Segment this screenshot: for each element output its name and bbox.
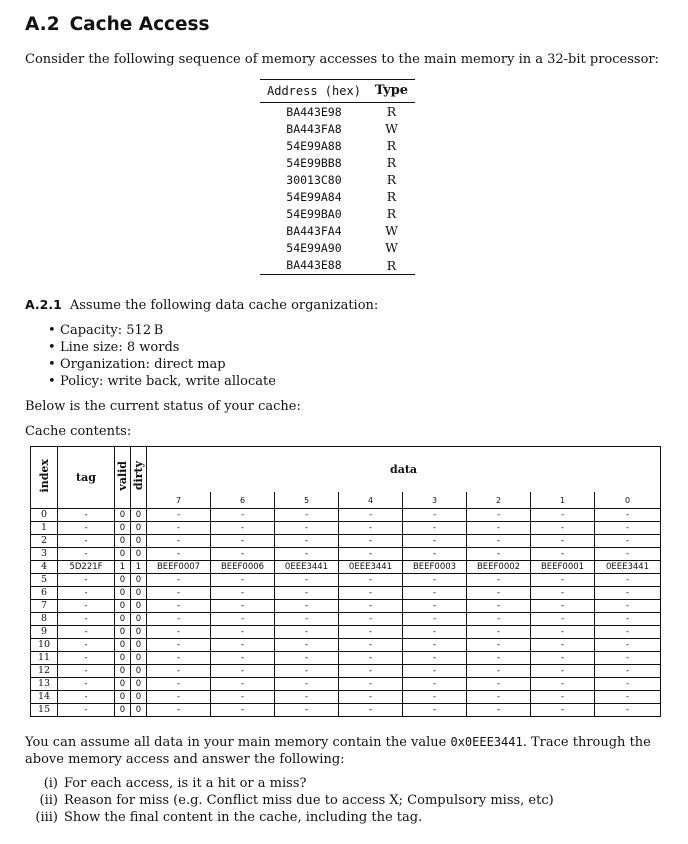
- cache-data-word: -: [211, 587, 275, 600]
- cache-data-word: -: [275, 509, 339, 522]
- cache-valid: 0: [115, 691, 131, 704]
- cache-row: [31, 704, 661, 717]
- cache-row: [31, 691, 661, 704]
- cache-dirty: 1: [131, 561, 147, 574]
- cache-data-word: BEEF0007: [147, 561, 211, 574]
- cache-data-word: -: [467, 613, 531, 626]
- access-row: [260, 103, 415, 121]
- cache-data-word: -: [403, 522, 467, 535]
- access-type: R: [386, 138, 397, 153]
- cache-tag-header: tag: [58, 447, 115, 509]
- cache-data-word: -: [147, 522, 211, 535]
- instructions-pre: You can assume all data in your main memory contain the value: [25, 735, 451, 750]
- question-label: (iii): [35, 810, 58, 825]
- cache-data-word: -: [147, 678, 211, 691]
- cache-data-word: -: [531, 548, 595, 561]
- cache-data-word: -: [275, 613, 339, 626]
- cache-data-word: -: [467, 548, 531, 561]
- cache-data-word: -: [403, 613, 467, 626]
- cache-data-word: -: [531, 678, 595, 691]
- cache-valid: 0: [115, 522, 131, 535]
- cache-tag: -: [58, 704, 115, 717]
- cache-data-word: -: [595, 652, 661, 665]
- cache-dirty: 0: [131, 626, 147, 639]
- cache-data-word: BEEF0006: [211, 561, 275, 574]
- section-title: [25, 14, 210, 35]
- cache-data-word: -: [403, 665, 467, 678]
- cache-data-word: -: [531, 522, 595, 535]
- cache-tag: -: [58, 600, 115, 613]
- access-type: W: [385, 240, 398, 255]
- cache-data-word: -: [403, 535, 467, 548]
- cache-data-word: -: [339, 522, 403, 535]
- cache-valid: 0: [115, 600, 131, 613]
- cache-data-word: -: [531, 600, 595, 613]
- access-row: [260, 239, 415, 256]
- cache-tag: -: [58, 665, 115, 678]
- cache-data-word: -: [147, 535, 211, 548]
- cache-data-word: -: [211, 626, 275, 639]
- access-table-address-header: Address (hex): [260, 80, 368, 103]
- question-label: (i): [43, 776, 58, 791]
- cache-dirty: 0: [131, 548, 147, 561]
- cache-data-word: -: [531, 704, 595, 717]
- cache-data-word: -: [275, 574, 339, 587]
- cache-tag: -: [58, 587, 115, 600]
- param-policy: • Policy: write back, write allocate: [48, 373, 276, 390]
- cache-row: [31, 639, 661, 652]
- cache-data-word: -: [531, 509, 595, 522]
- cache-data-word: -: [275, 665, 339, 678]
- cache-tag: -: [58, 691, 115, 704]
- cache-valid: 0: [115, 652, 131, 665]
- cache-data-word: -: [403, 587, 467, 600]
- cache-index: 4: [31, 561, 58, 574]
- cache-valid: 0: [115, 574, 131, 587]
- question-item: [30, 775, 554, 792]
- cache-data-word: -: [211, 574, 275, 587]
- cache-data-word: -: [467, 691, 531, 704]
- cache-dirty: 0: [131, 678, 147, 691]
- cache-data-word: -: [531, 587, 595, 600]
- param-organization: • Organization: direct map: [48, 356, 276, 373]
- section-title-text: Cache Access: [69, 14, 210, 35]
- cache-data-word: -: [147, 691, 211, 704]
- cache-data-header: data: [147, 447, 661, 493]
- cache-index: 3: [31, 548, 58, 561]
- access-type: W: [385, 223, 398, 238]
- cache-tag: -: [58, 652, 115, 665]
- question-text: For each access, is it a hit or a miss?: [64, 776, 307, 791]
- cache-data-word: -: [147, 626, 211, 639]
- cache-data-word: -: [339, 691, 403, 704]
- cache-data-word: -: [595, 574, 661, 587]
- cache-data-word: -: [403, 626, 467, 639]
- cache-data-word: -: [275, 626, 339, 639]
- cache-valid: 0: [115, 704, 131, 717]
- cache-data-word: -: [467, 639, 531, 652]
- cache-word-header: 5: [275, 492, 339, 509]
- access-row: [260, 154, 415, 171]
- cache-row: [31, 574, 661, 587]
- cache-data-word: -: [147, 639, 211, 652]
- param-capacity: • Capacity: 512 B: [48, 322, 276, 339]
- cache-row: [31, 678, 661, 691]
- question-text: Show the final content in the cache, including the tag.: [64, 810, 423, 825]
- cache-data-word: -: [211, 613, 275, 626]
- cache-data-word: -: [211, 639, 275, 652]
- cache-data-word: -: [595, 600, 661, 613]
- cache-word-header: 7: [147, 492, 211, 509]
- access-address: 54E99BB8: [286, 155, 342, 170]
- cache-dirty: 0: [131, 600, 147, 613]
- cache-data-word: -: [595, 626, 661, 639]
- cache-data-word: -: [147, 652, 211, 665]
- access-address: BA443E88: [260, 256, 368, 275]
- cache-data-word: -: [275, 652, 339, 665]
- cache-data-word: -: [147, 574, 211, 587]
- cache-row: [31, 561, 661, 574]
- intro-paragraph: Consider the following sequence of memory accesses to the main memory in a 32-bit processor:: [25, 52, 659, 67]
- access-address: BA443FA4: [286, 223, 342, 238]
- cache-row: [31, 626, 661, 639]
- cache-data-word: -: [467, 678, 531, 691]
- cache-data-word: -: [403, 678, 467, 691]
- cache-data-word: -: [403, 639, 467, 652]
- subsection-text: Assume the following data cache organization:: [69, 298, 379, 313]
- cache-data-word: -: [595, 587, 661, 600]
- cache-data-word: -: [467, 665, 531, 678]
- cache-data-word: -: [211, 678, 275, 691]
- cache-data-word: -: [595, 522, 661, 535]
- cache-index: 13: [31, 678, 58, 691]
- cache-word-header: 2: [467, 492, 531, 509]
- question-item: [30, 809, 554, 826]
- cache-data-word: -: [595, 691, 661, 704]
- access-type: R: [386, 206, 397, 221]
- cache-data-word: -: [467, 600, 531, 613]
- cache-valid: 0: [115, 587, 131, 600]
- cache-valid: 0: [115, 548, 131, 561]
- cache-valid: 0: [115, 678, 131, 691]
- cache-index: 0: [31, 509, 58, 522]
- cache-tag: -: [58, 548, 115, 561]
- cache-data-word: BEEF0002: [467, 561, 531, 574]
- cache-index: 10: [31, 639, 58, 652]
- cache-index: 2: [31, 535, 58, 548]
- cache-data-word: -: [595, 613, 661, 626]
- cache-data-word: -: [467, 574, 531, 587]
- cache-valid: 0: [115, 535, 131, 548]
- cache-index: 6: [31, 587, 58, 600]
- cache-data-word: -: [403, 652, 467, 665]
- cache-dirty: 0: [131, 704, 147, 717]
- access-address: BA443FA8: [286, 121, 342, 136]
- cache-dirty: 0: [131, 665, 147, 678]
- cache-row: [31, 613, 661, 626]
- access-address: BA443E98: [286, 104, 342, 119]
- cache-index: 8: [31, 613, 58, 626]
- cache-dirty: 0: [131, 587, 147, 600]
- cache-data-word: -: [531, 535, 595, 548]
- cache-contents-label: Cache contents:: [25, 424, 132, 439]
- cache-dirty: 0: [131, 574, 147, 587]
- cache-data-word: -: [275, 587, 339, 600]
- cache-data-word: -: [211, 548, 275, 561]
- param-line-size: • Line size: 8 words: [48, 339, 276, 356]
- instructions-paragraph: [25, 734, 665, 768]
- cache-data-word: -: [403, 574, 467, 587]
- cache-word-header: 1: [531, 492, 595, 509]
- cache-data-word: -: [403, 509, 467, 522]
- cache-data-word: -: [339, 600, 403, 613]
- cache-data-word: -: [147, 509, 211, 522]
- questions-list: [30, 775, 554, 826]
- cache-valid: 0: [115, 639, 131, 652]
- access-row: [260, 256, 415, 275]
- cache-data-word: -: [595, 548, 661, 561]
- cache-dirty: 0: [131, 691, 147, 704]
- cache-contents-table: [30, 446, 661, 717]
- cache-data-word: -: [339, 652, 403, 665]
- cache-dirty: 0: [131, 522, 147, 535]
- cache-data-word: -: [339, 626, 403, 639]
- cache-row: [31, 665, 661, 678]
- instructions-post: . Trace through the above memory access and answer the following:: [25, 735, 651, 767]
- cache-tag: -: [58, 574, 115, 587]
- access-row: [260, 222, 415, 239]
- cache-data-word: -: [275, 522, 339, 535]
- cache-data-word: -: [467, 522, 531, 535]
- cache-row: [31, 548, 661, 561]
- cache-data-word: -: [211, 652, 275, 665]
- cache-data-word: -: [531, 626, 595, 639]
- cache-data-word: -: [403, 691, 467, 704]
- cache-index: 12: [31, 665, 58, 678]
- cache-data-word: -: [467, 587, 531, 600]
- access-type: R: [386, 172, 397, 187]
- cache-data-word: -: [467, 652, 531, 665]
- cache-index: 14: [31, 691, 58, 704]
- cache-dirty-header: dirty: [131, 447, 147, 509]
- cache-data-word: -: [275, 678, 339, 691]
- cache-word-header: 6: [211, 492, 275, 509]
- access-type: W: [385, 121, 398, 136]
- cache-data-word: -: [595, 704, 661, 717]
- cache-index: 11: [31, 652, 58, 665]
- cache-data-word: -: [467, 704, 531, 717]
- cache-data-word: -: [595, 678, 661, 691]
- section-number: A.2: [25, 14, 60, 35]
- access-row: [260, 171, 415, 188]
- cache-data-word: 0EEE3441: [339, 561, 403, 574]
- cache-row: [31, 535, 661, 548]
- cache-data-word: -: [275, 600, 339, 613]
- cache-data-word: -: [147, 613, 211, 626]
- access-type: R: [386, 104, 397, 119]
- cache-tag: -: [58, 626, 115, 639]
- access-row: [260, 205, 415, 222]
- cache-data-word: -: [339, 587, 403, 600]
- cache-tag: -: [58, 509, 115, 522]
- cache-data-word: -: [147, 600, 211, 613]
- cache-data-word: -: [275, 704, 339, 717]
- cache-data-word: 0EEE3441: [595, 561, 661, 574]
- cache-data-word: -: [531, 639, 595, 652]
- cache-index: 9: [31, 626, 58, 639]
- cache-data-word: -: [595, 535, 661, 548]
- cache-tag: -: [58, 639, 115, 652]
- cache-data-word: -: [211, 535, 275, 548]
- cache-dirty: 0: [131, 652, 147, 665]
- cache-data-word: -: [275, 691, 339, 704]
- cache-data-word: -: [211, 522, 275, 535]
- access-type: R: [368, 256, 415, 275]
- access-row: [260, 188, 415, 205]
- cache-data-word: -: [403, 548, 467, 561]
- access-table-type-header: Type: [368, 80, 415, 103]
- cache-row: [31, 587, 661, 600]
- cache-data-word: -: [147, 587, 211, 600]
- cache-valid: 1: [115, 561, 131, 574]
- cache-row: [31, 652, 661, 665]
- cache-data-word: -: [339, 535, 403, 548]
- cache-valid: 0: [115, 509, 131, 522]
- cache-index: 5: [31, 574, 58, 587]
- cache-data-word: -: [147, 665, 211, 678]
- cache-data-word: -: [467, 535, 531, 548]
- cache-index-header: index: [31, 447, 58, 509]
- cache-data-word: -: [531, 652, 595, 665]
- cache-data-word: -: [531, 665, 595, 678]
- cache-data-word: -: [467, 509, 531, 522]
- cache-data-word: -: [339, 639, 403, 652]
- cache-data-word: -: [595, 509, 661, 522]
- cache-data-word: -: [339, 613, 403, 626]
- memory-value: 0x0EEE3441: [450, 735, 523, 749]
- access-type: R: [386, 189, 397, 204]
- cache-data-word: -: [403, 600, 467, 613]
- access-row: [260, 137, 415, 154]
- cache-data-word: -: [339, 704, 403, 717]
- cache-data-word: -: [211, 704, 275, 717]
- cache-dirty: 0: [131, 613, 147, 626]
- cache-tag: -: [58, 613, 115, 626]
- subsection-heading: [25, 297, 378, 313]
- question-label: (ii): [39, 793, 58, 808]
- cache-tag: -: [58, 678, 115, 691]
- cache-word-header: 0: [595, 492, 661, 509]
- cache-word-header: 4: [339, 492, 403, 509]
- cache-data-word: -: [339, 548, 403, 561]
- cache-valid-header: valid: [115, 447, 131, 509]
- access-type: R: [386, 155, 397, 170]
- access-address: 54E99BA0: [286, 206, 342, 221]
- cache-data-word: -: [339, 574, 403, 587]
- cache-index: 15: [31, 704, 58, 717]
- cache-parameters-list: [48, 322, 276, 390]
- access-address: 30013C80: [286, 172, 342, 187]
- cache-data-word: -: [275, 535, 339, 548]
- access-table: [260, 79, 415, 275]
- cache-data-word: -: [275, 548, 339, 561]
- cache-data-word: -: [595, 665, 661, 678]
- cache-tag: -: [58, 522, 115, 535]
- cache-data-word: BEEF0003: [403, 561, 467, 574]
- cache-data-word: -: [211, 691, 275, 704]
- cache-data-word: -: [339, 665, 403, 678]
- cache-data-word: 0EEE3441: [275, 561, 339, 574]
- access-row: [260, 120, 415, 137]
- cache-data-word: -: [467, 626, 531, 639]
- cache-dirty: 0: [131, 535, 147, 548]
- cache-tag: -: [58, 535, 115, 548]
- cache-data-word: -: [211, 600, 275, 613]
- access-address: 54E99A90: [286, 240, 342, 255]
- access-address: 54E99A84: [286, 189, 342, 204]
- cache-index: 1: [31, 522, 58, 535]
- cache-valid: 0: [115, 626, 131, 639]
- cache-row: [31, 509, 661, 522]
- cache-data-word: -: [403, 704, 467, 717]
- cache-dirty: 0: [131, 639, 147, 652]
- cache-tag: 5D221F: [58, 561, 115, 574]
- cache-data-word: -: [531, 691, 595, 704]
- cache-data-word: -: [531, 574, 595, 587]
- cache-data-word: -: [147, 548, 211, 561]
- question-text: Reason for miss (e.g. Conflict miss due to access X; Compulsory miss, etc): [64, 793, 554, 808]
- cache-status-text: Below is the current status of your cache:: [25, 399, 301, 414]
- cache-data-word: -: [147, 704, 211, 717]
- cache-data-word: -: [211, 665, 275, 678]
- cache-data-word: -: [531, 613, 595, 626]
- cache-dirty: 0: [131, 509, 147, 522]
- cache-index: 7: [31, 600, 58, 613]
- cache-data-word: -: [595, 639, 661, 652]
- cache-valid: 0: [115, 665, 131, 678]
- cache-data-word: -: [339, 678, 403, 691]
- cache-valid: 0: [115, 613, 131, 626]
- access-address: 54E99A88: [286, 138, 342, 153]
- cache-data-word: -: [211, 509, 275, 522]
- cache-data-word: -: [275, 639, 339, 652]
- cache-word-header: 3: [403, 492, 467, 509]
- cache-row: [31, 600, 661, 613]
- cache-data-word: BEEF0001: [531, 561, 595, 574]
- cache-row: [31, 522, 661, 535]
- cache-data-word: -: [339, 509, 403, 522]
- subsection-number: A.2.1: [25, 297, 62, 312]
- question-item: [30, 792, 554, 809]
